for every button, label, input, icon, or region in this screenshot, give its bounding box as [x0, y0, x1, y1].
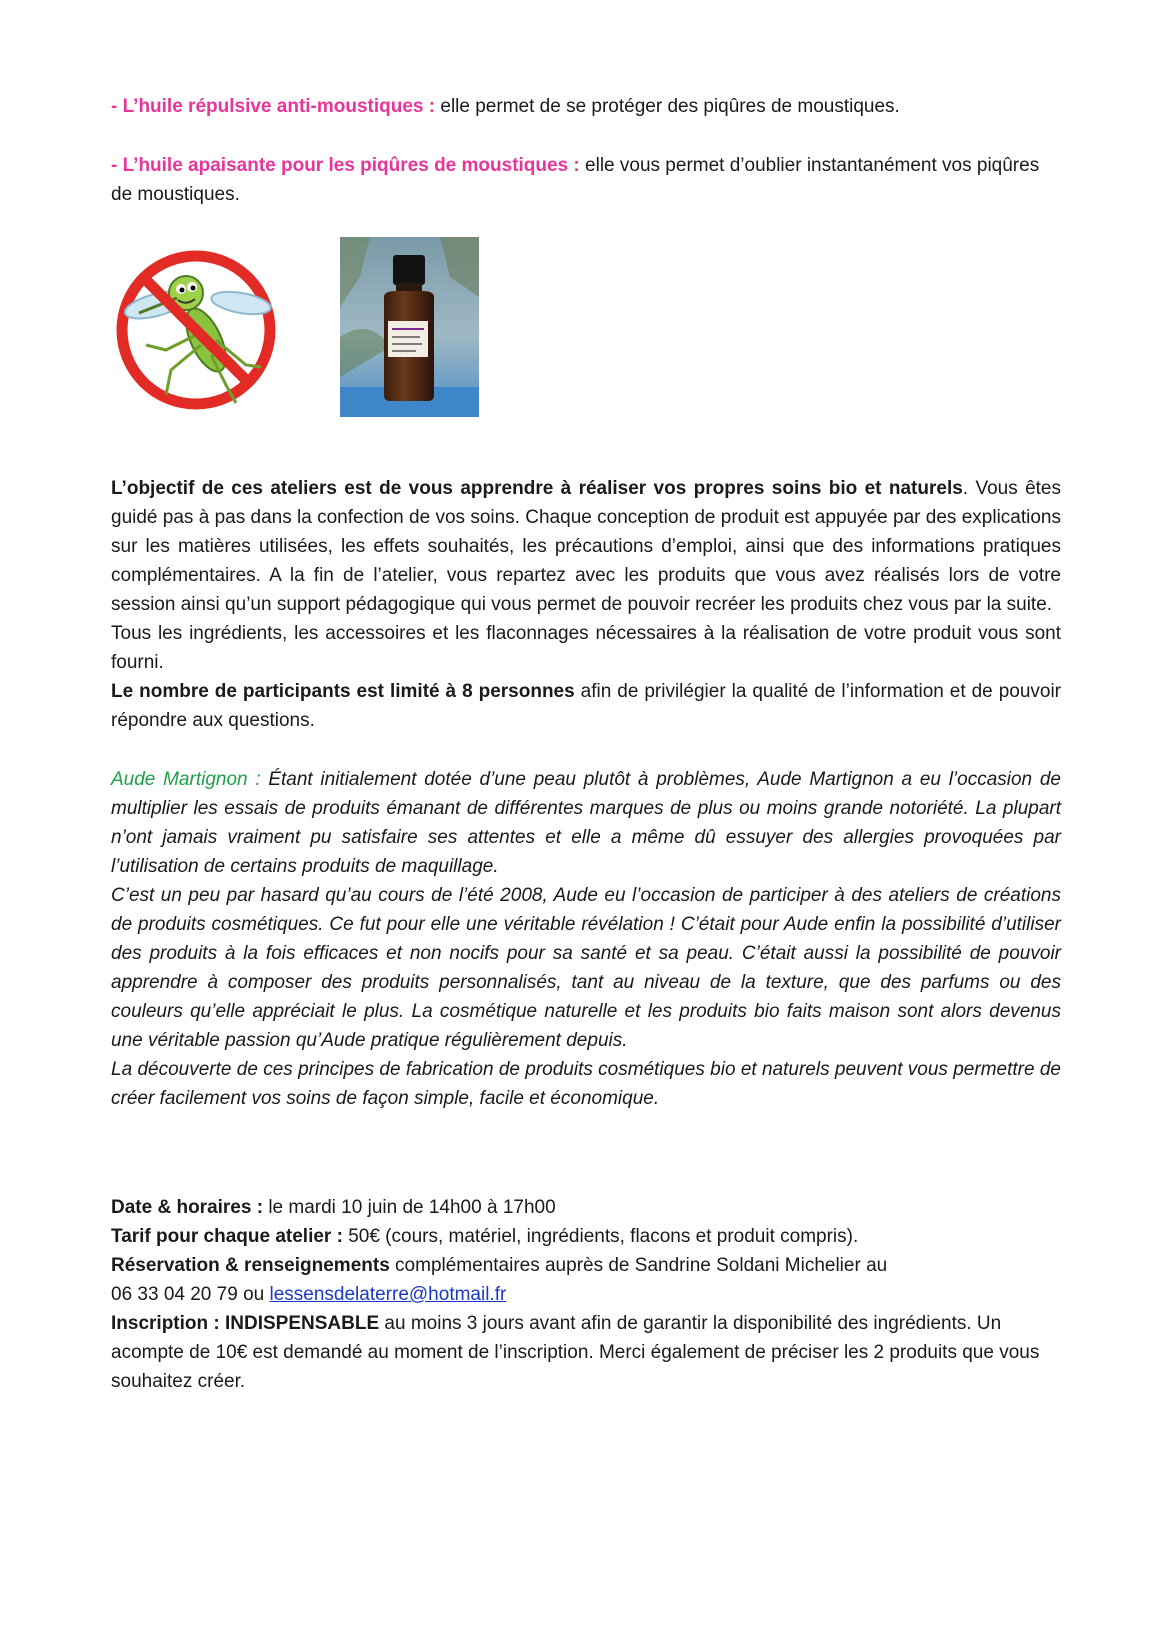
- bio-name: Aude Martignon :: [111, 769, 261, 790]
- oil-repellent-paragraph: [111, 92, 900, 121]
- tarif-label: Tarif pour chaque atelier :: [111, 1226, 343, 1247]
- date-line: [111, 1193, 1061, 1222]
- inscription-label: Inscription : INDISPENSABLE: [111, 1313, 380, 1334]
- bio-paragraph-2: C’est un peu par hasard qu’au cours de l’été 2008, Aude eu l’occasion de participer à des ateliers de créations de produits cosmétiques. Ce fut pour elle une véritable révélation ! C’était pour Aude enfin la possibilité d’utiliser des produits à la fois efficaces et non nocifs pour sa santé et sa peau. C’était aussi la possibilité de pouvoir apprendre à composer des produits personnalisés, tant au niveau de la texture, que des parfums ou des couleurs qu’elle appréciait le plus. La cosmétique naturelle et les produits bio faits maison sont alors devenus une véritable passion qu’Aude pratique régulièrement depuis.: [111, 885, 1061, 1051]
- participants-text: afin de privilégier la qualité de l’information et de pouvoir répondre aux questions.: [111, 681, 1062, 731]
- practical-info-section: [111, 1193, 1061, 1396]
- inscription-line: [111, 1309, 1061, 1396]
- email-link[interactable]: lessensdelaterre@hotmail.fr: [269, 1284, 507, 1305]
- no-mosquito-icon: [111, 245, 281, 415]
- reservation-line: [111, 1251, 1061, 1309]
- illustration-row: [111, 237, 511, 417]
- oil-soothing-title: - L’huile apaisante pour les piqûres de moustiques :: [111, 155, 580, 176]
- oil-soothing-paragraph: [111, 151, 1061, 209]
- tarif-line: [111, 1222, 1061, 1251]
- ingredients-paragraph: Tous les ingrédients, les accessoires et les flaconnages nécessaires à la réalisation de votre produit vous sont fourni.: [111, 623, 1061, 673]
- objective-section: [111, 474, 1061, 735]
- phone-number: 06 33 04 20 79 ou: [111, 1284, 270, 1305]
- date-value: le mardi 10 juin de 14h00 à 17h00: [263, 1197, 556, 1218]
- bio-text-1: Étant initialement dotée d’une peau plutôt à problèmes, Aude Martignon a eu l’occasion de multiplier les essais de produits émanant de différentes marques de plus ou moins grande notoriété. La plupart n’ont jamais vraiment pu satisfaire ses attentes et elle a même dû essuyer des allergies provoquées par l’utilisation de certains produits de maquillage.: [111, 769, 1061, 877]
- objective-paragraph: [111, 474, 1061, 619]
- objective-body: . Vous êtes guidé pas à pas dans la confection de vos soins. Chaque conception de produit est appuyée par des explications sur les matières utilisées, les effets souhaités, les précautions d’emploi, ainsi que des informations pratiques complémentaires. A la fin de l’atelier, vous repartez avec les produits que vous avez réalisés lors de votre session ainsi qu’un support pédagogique qui vous permet de pouvoir recréer les produits chez vous par la suite.: [111, 478, 1061, 615]
- participants-paragraph: [111, 677, 1061, 735]
- participants-lead: Le nombre de participants est limité à 8 personnes: [111, 681, 575, 702]
- tarif-value: 50€ (cours, matériel, ingrédients, flacons et produit compris).: [342, 1226, 859, 1247]
- bio-paragraph-1: [111, 765, 1061, 881]
- oil-soothing-text: elle vous permet d’oublier instantanément vos piqûres de moustiques.: [111, 155, 1040, 205]
- oil-repellent-text: elle permet de se protéger des piqûres de moustiques.: [435, 96, 900, 117]
- bio-paragraph-3: La découverte de ces principes de fabrication de produits cosmétiques bio et naturels peuvent vous permettre de créer facilement vos soins de façon simple, facile et économique.: [111, 1059, 1061, 1109]
- oil-repellent-title: - L’huile répulsive anti-moustiques :: [111, 96, 436, 117]
- reservation-value: complémentaires auprès de Sandrine Soldani Michelier au: [389, 1255, 888, 1276]
- oil-bottle-photo: [340, 237, 479, 417]
- inscription-value: au moins 3 jours avant afin de garantir la disponibilité des ingrédients. Un acompte de 10€ est demandé au moment de l’inscription. Merci également de préciser les 2 produits que vous souhaitez créer.: [111, 1313, 1040, 1392]
- bio-section: [111, 765, 1061, 1113]
- date-label: Date & horaires :: [111, 1197, 264, 1218]
- objective-lead: L’objectif de ces ateliers est de vous apprendre à réaliser vos propres soins bio et naturels: [111, 478, 963, 499]
- reservation-label: Réservation & renseignements: [111, 1255, 390, 1276]
